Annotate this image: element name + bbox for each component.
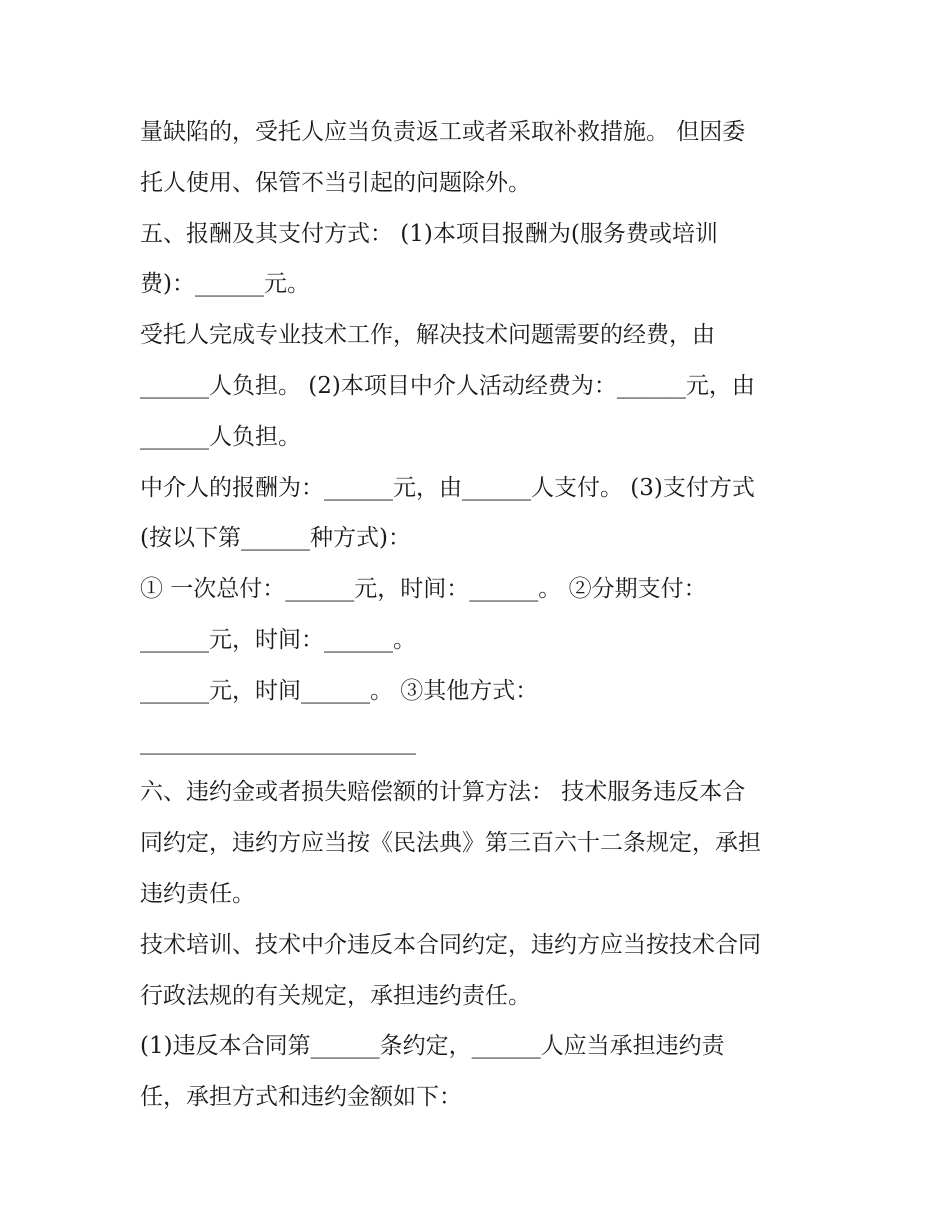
text-line: 任，承担方式和违约金额如下： [140, 1084, 462, 1111]
text-line: 六、违约金或者损失赔偿额的计算方法： 技术服务违反本合 [140, 779, 746, 806]
text-line: ① 一次总付：______元，时间：______。 ②分期支付： [140, 576, 707, 603]
text-line: 违约责任。 [140, 880, 255, 907]
text-line: 中介人的报酬为：______元，由______人支付。 (3)支付方式 [140, 474, 755, 501]
text-line: (按以下第______种方式)： [140, 525, 411, 552]
text-line: 技术培训、技术中介违反本合同约定，违约方应当按技术合同 [140, 931, 761, 958]
text-line: 托人使用、保管不当引起的问题除外。 [140, 169, 531, 196]
text-line: (1)违反本合同第______条约定，______人应当承担违约责 [140, 1033, 725, 1060]
text-line: ______元，时间______。 ③其他方式： [140, 677, 539, 704]
text-line: 五、报酬及其支付方式： (1)本项目报酬为(服务费或培训 [140, 220, 718, 247]
text-line: ______元，时间：______。 [140, 626, 416, 653]
text-line: 行政法规的有关规定，承担违约责任。 [140, 982, 531, 1009]
text-line: 受托人完成专业技术工作，解决技术问题需要的经费，由 [140, 322, 715, 349]
text-line: 同约定，违约方应当按《民法典》第三百六十二条规定，承担 [140, 830, 761, 857]
text-line: ______人负担。 (2)本项目中介人活动经费为：______元，由 [140, 372, 755, 399]
contract-body-text [140, 107, 830, 1123]
text-line: 费)：______元。 [140, 271, 310, 298]
text-line: 量缺陷的，受托人应当负责返工或者采取补救措施。 但因委 [140, 119, 746, 145]
blank-underline-line: ________________________ [140, 728, 416, 755]
text-line: ______人负担。 [140, 423, 301, 450]
